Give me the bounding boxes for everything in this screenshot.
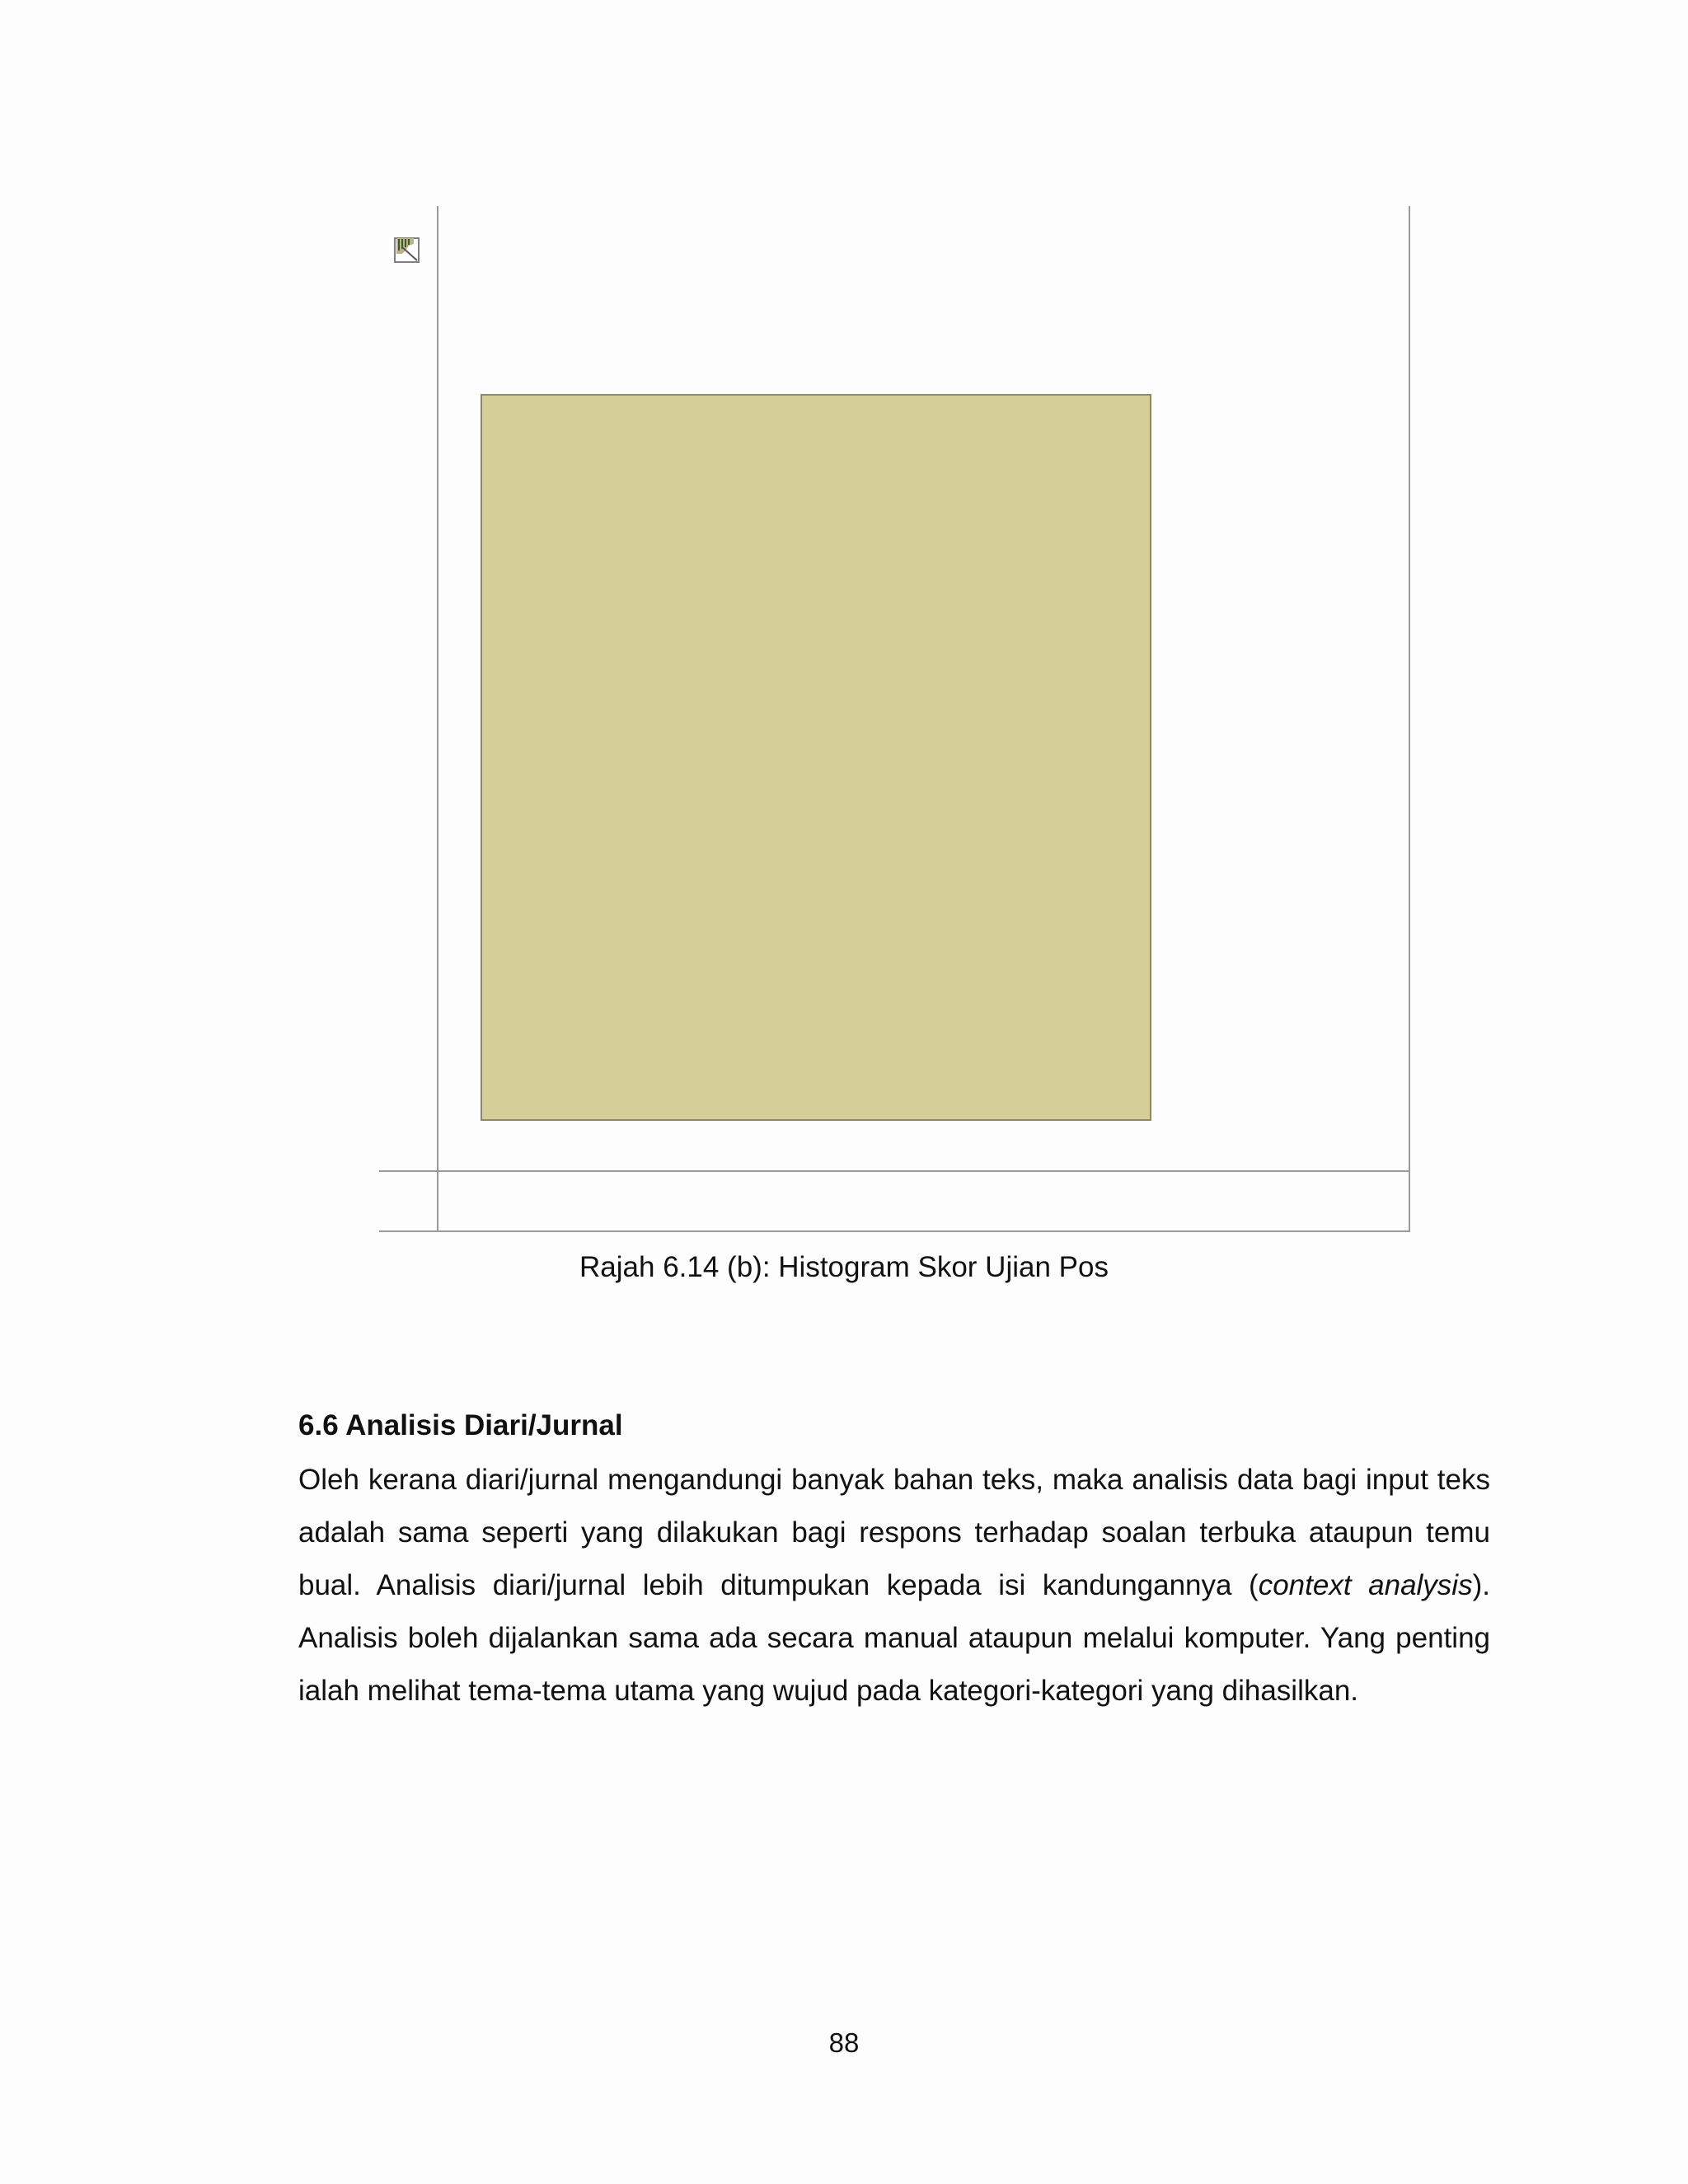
histogram-image-area (481, 394, 1151, 1121)
figure-caption: Rajah 6.14 (b): Histogram Skor Ujian Pos (579, 1251, 1109, 1283)
section-heading: 6.6 Analisis Diari/Jurnal (298, 1409, 623, 1441)
figure-histogram (379, 206, 1409, 1232)
page-number: 88 (828, 2027, 860, 2058)
body-paragraph (298, 1454, 1490, 1718)
paragraph-italic-term: context analysis (1258, 1569, 1473, 1601)
figure-frame-middle-line (379, 1170, 1409, 1172)
figure-frame-left-line (437, 206, 438, 1232)
paragraph-text-part-2: ). Analisis boleh dijalankan sama ada secara manual ataupun melalui komputer. Yang penting ialah melihat tema-tema utama yang wujud pada kategori-kategori yang dihasilkan. (298, 1569, 1490, 1707)
paragraph-text-part-1: Oleh kerana diari/jurnal mengandungi banyak bahan teks, maka analisis data bagi input teks adalah sama seperti yang dilakukan bagi respons terhadap soalan terbuka ataupun temu bual. Analisis diari/jurnal lebih ditumpukan kepada isi kandungannya ( (298, 1464, 1490, 1601)
broken-image-icon (394, 236, 420, 264)
figure-frame-right-line (1409, 206, 1410, 1232)
figure-frame-bottom-line (379, 1230, 1409, 1232)
